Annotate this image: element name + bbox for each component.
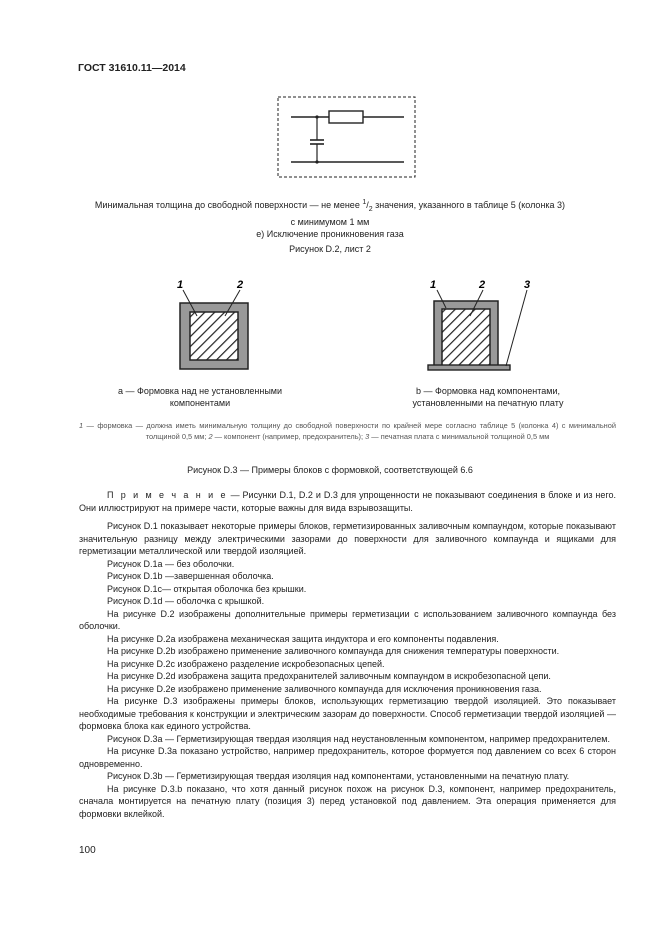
component-b — [442, 309, 490, 366]
label-2b: 2 — [479, 279, 486, 291]
paragraph: Рисунок D.1c— открытая оболочка без крышки. — [107, 583, 307, 594]
label-3b: 3 — [524, 279, 531, 291]
caption-line-2: с минимумом 1 мм — [290, 216, 370, 227]
junction-dot — [315, 160, 318, 163]
paragraph: Рисунок D.1b —завершенная оболочка. — [107, 571, 274, 581]
paragraph: Рисунок D.3b — Герметизирующая твердая изоляция над компонентами, установленными на печатную плату. — [107, 771, 570, 781]
paragraph: Рисунок D.1 показывает некоторые примеры блоков, герметизированных заливочным компаундом, которые показывают значительную разницу между электрическими зазорами до поверхности для заливочного компаунда и ящиками для герметизации металлической или твердой изоляцией. — [79, 521, 616, 556]
pcb-b — [428, 365, 510, 370]
figure-d2-title: Рисунок D.2, лист 2 — [289, 244, 371, 254]
figure-d3-drawings — [165, 272, 555, 377]
paragraph: Рисунок D.3a — Герметизирующая твердая изоляция над неустановленным компонентом, например предохранителем. — [107, 733, 610, 744]
caption-b: b — Формовка над компонентами, установленными на печатную плату — [412, 386, 564, 408]
figure-d3-title: Рисунок D.3 — Примеры блоков с формовкой, соответствующей 6.6 — [187, 465, 473, 475]
figure-d2e-diagram — [277, 96, 417, 179]
label-2a: 2 — [237, 279, 244, 291]
body-text — [79, 489, 616, 820]
component-a — [190, 312, 238, 360]
caption-line-3: е) Исключение проникновения газа — [256, 228, 404, 239]
paragraph: На рисунке D.2a изображена механическая защита индуктора и его компоненты подавления. — [107, 633, 499, 644]
junction-dot — [315, 115, 318, 118]
paragraph: На рисунке D.2d изображена защита предохранителей заливочным компаундом в искробезопасной цепи. — [107, 671, 551, 681]
caption-a: а — Формовка над не установленными компонентами — [117, 386, 283, 408]
resistor — [329, 111, 363, 123]
paragraph: На рисунке D.3 изображены примеры блоков, использующих герметизацию твердой изоляцией. Это показывает необходимые требования к конструкции и электрическим зазорам до поверхности. Способ герметизации твердой изоляцией — формовка блока как единого устройства. — [79, 696, 616, 731]
document-header: ГОСТ 31610.11—2014 — [78, 62, 186, 74]
compound-boundary — [278, 97, 415, 177]
paragraph: На рисунке D.3a показано устройство, например предохранитель, которое формуется под давлением со всех 6 сторон одновременно. — [79, 746, 616, 769]
paragraph: На рисунке D.3.b показано, что хотя данный рисунок похож на рисунок D.3, компонент, например предохранитель, сначала монтируется на печатную плату (позиция 3) перед установкой под давлением. Эта операция применяется для формовки вклейкой. — [79, 783, 616, 819]
note-paragraph: П р и м е ч а н и е — Рисунки D.1, D.2 и D.3 для упрощенности не показывают соединения в блоке и из него. Они иллюстрируют на примере части, которые важны для вида взрывозащиты. — [79, 490, 616, 513]
paragraph: Рисунок D.1a — без оболочки. — [107, 558, 235, 569]
figure-d2-caption — [60, 197, 600, 240]
label-1a: 1 — [177, 279, 184, 291]
paragraph: На рисунке D.2 изображены дополнительные примеры герметизации с использованием заливочного компаунда без оболочки. — [79, 608, 616, 631]
paragraph: Рисунок D.1d — оболочка с крышкой. — [107, 596, 265, 606]
label-1b: 1 — [430, 279, 437, 291]
drawing-b — [428, 279, 530, 370]
paragraph: На рисунке D.2b изображено применение заливочного компаунда для снижения температуры поверхности. — [107, 646, 560, 656]
paragraph: На рисунке D.2e изображено применение заливочного компаунда для исключения проникновения газа. — [107, 683, 542, 694]
page-number: 100 — [79, 845, 96, 856]
drawing-a — [177, 279, 248, 369]
leader-3b — [506, 290, 527, 366]
figure-d3-legend: 1 — формовка — должна иметь минимальную толщину до свободной поверхности по крайней мере согласно таблице 5 (колонка 4) с минимальной толщиной 0,5 мм; 2 — компонент (например, предохранитель); 3 — печатная плата с минимальной толщиной 0,5 мм — [79, 421, 616, 441]
caption-line-1: Минимальная толщина до свободной поверхности — не менее $^1/_2$ значения, указанного в таблице 5 (колонка 3) — [94, 199, 566, 213]
paragraph: На рисунке D.2c изображено разделение искробезопасных цепей. — [107, 658, 385, 669]
